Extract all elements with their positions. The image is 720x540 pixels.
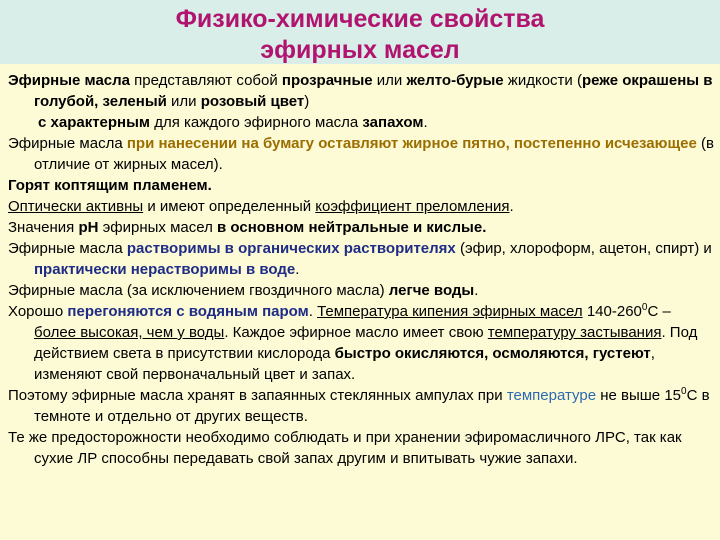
text-segment: запахом <box>362 114 424 131</box>
text-segment: температуру застывания <box>487 324 662 341</box>
title-line-2: эфирных масел <box>260 36 460 64</box>
text-segment: перегоняются с водяным паром <box>67 303 309 320</box>
text-segment: Эфирные масла <box>8 240 127 257</box>
text-segment: С в темноте и отдельно от других веществ. <box>34 387 710 425</box>
text-segment: или <box>372 72 407 89</box>
slide-body <box>8 70 714 469</box>
text-segment: желто-бурые <box>406 72 504 89</box>
paragraph-odor <box>8 112 714 133</box>
text-segment: температуре <box>506 387 597 404</box>
text-segment: . <box>295 261 300 278</box>
text-segment: Эфирные масла <box>8 135 127 152</box>
text-segment: быстро окисляются, осмоляются, густеют <box>334 345 651 362</box>
title-line-1: Физико-химические свойства <box>175 5 545 33</box>
text-segment: (в отличие от жирных масел). <box>34 135 714 173</box>
text-segment: не выше 15 <box>596 387 682 404</box>
text-segment: Эфирные масла (за исключением гвоздичного масла) <box>8 282 389 299</box>
text-segment: Те же предосторожности необходимо соблюдать и при хранении эфиромасличного ЛРС, так как сухие ЛР способны передавать свой запах другим и впитывать чужие запахи. <box>8 429 682 467</box>
text-segment: Горят коптящим пламенем. <box>8 177 212 194</box>
text-segment: при нанесении на бумагу оставляют жирное пятно, постепенно исчезающее <box>126 135 697 152</box>
paragraph-raw-material <box>8 427 714 469</box>
paragraph-paper-stain <box>8 133 714 175</box>
text-segment: рН <box>78 219 99 236</box>
paragraph-storage <box>8 385 714 427</box>
text-segment: , изменяют свой первоначальный цвет и запах. <box>34 345 655 383</box>
text-segment: жидкости ( <box>503 72 582 89</box>
paragraph-optical <box>8 196 714 217</box>
text-segment: . <box>474 282 479 299</box>
degree-superscript: 0 <box>641 302 648 313</box>
paragraph-density <box>8 280 714 301</box>
text-segment: с характерным <box>38 114 151 131</box>
paragraph-ph <box>8 217 714 238</box>
text-segment: . <box>509 198 514 215</box>
text-segment: ) <box>304 93 310 110</box>
text-segment: С – <box>647 303 671 320</box>
paragraph-appearance <box>8 70 714 112</box>
paragraph-solubility <box>8 238 714 280</box>
paragraph-flame <box>8 175 714 196</box>
text-segment: более высокая, чем у воды <box>34 324 225 341</box>
text-segment: представляют собой <box>130 72 282 89</box>
text-segment: Значения <box>8 219 79 236</box>
text-segment: розовый цвет <box>200 93 305 110</box>
text-segment: легче воды <box>388 282 475 299</box>
text-segment: коэффициент преломления <box>315 198 510 215</box>
text-segment: Эфирные масла <box>8 72 131 89</box>
text-segment: . <box>308 303 318 320</box>
text-segment: Поэтому эфирные масла хранят в запаянных стеклянных ампулах при <box>8 387 507 404</box>
text-segment: Температура кипения эфирных масел <box>317 303 583 320</box>
degree-superscript: 0 <box>681 386 687 397</box>
paragraph-distillation <box>8 301 714 385</box>
slide-title <box>0 4 720 66</box>
text-segment: растворимы в органических растворителях <box>126 240 456 257</box>
text-segment: Хорошо <box>8 303 68 320</box>
text-segment: . Каждое эфирное масло имеет свою <box>224 324 488 341</box>
text-segment: . Под действием света в присутствии кислорода <box>34 324 698 362</box>
text-segment: и имеют определенный <box>143 198 316 215</box>
text-segment: практически нерастворимы в воде <box>34 261 296 278</box>
text-segment: (эфир, хлороформ, ацетон, спирт) и <box>455 240 712 257</box>
text-segment: 140-260 <box>582 303 642 320</box>
text-segment: в основном нейтральные и кислые. <box>217 219 487 236</box>
text-segment: для каждого эфирного масла <box>150 114 363 131</box>
text-segment: эфирных масел <box>98 219 218 236</box>
text-segment: или <box>166 93 201 110</box>
text-segment: . <box>423 114 428 131</box>
text-segment: реже окрашены в голубой, зеленый <box>34 72 713 110</box>
text-segment: Оптически активны <box>8 198 144 215</box>
text-segment: прозрачные <box>281 72 373 89</box>
